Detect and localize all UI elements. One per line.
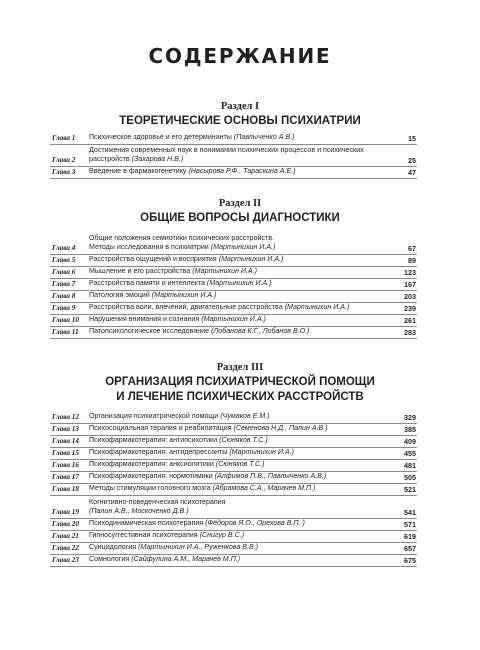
chapter-title-line: Психосоциальная терапия и реабилитация [89, 424, 234, 433]
chapter-author: (Снигур В.С.) [199, 531, 245, 540]
chapter-title-line: Психическое здоровье и его детерминанты [89, 133, 234, 142]
chapter-page-number: 619 [404, 531, 416, 541]
chapter-page-number: 283 [404, 327, 416, 337]
section-number: Раздел I [220, 101, 260, 112]
chapter-label: Глава 9 [52, 304, 76, 312]
chapter-title-line: Нарушения внимания и сознания [89, 315, 202, 324]
chapter-row[interactable] [50, 255, 417, 267]
section-title: ТЕОРЕТИЧЕСКИЕ ОСНОВЫ ПСИХИАТРИИ [119, 115, 361, 127]
chapter-title [89, 412, 389, 421]
chapter-title [89, 146, 389, 165]
chapter-label: Глава 2 [52, 156, 76, 164]
chapter-label: Глава 10 [52, 316, 79, 324]
chapter-page-number: 505 [404, 472, 416, 482]
chapter-label: Глава 17 [52, 473, 79, 481]
chapter-label: Глава 7 [52, 280, 76, 288]
section-header [0, 101, 480, 128]
chapter-author: (Алфимов П.В., Павлыченко А.В.) [214, 472, 327, 481]
chapter-title-line: Сомнология [89, 555, 132, 564]
chapter-title-line: Психофармакотерапия: антидепрессанты [89, 448, 230, 457]
chapter-author: (Захарова Н.В.) [131, 155, 184, 164]
section-header [0, 198, 480, 225]
chapter-author: (Фёдоров Я.О., Орехова В.П. ) [205, 519, 305, 528]
chapter-title [89, 167, 389, 176]
chapter-title [89, 291, 389, 300]
chapter-label: Глава 12 [52, 413, 79, 421]
chapter-author: (Чумаков Е.М.) [220, 412, 270, 421]
chapter-title [89, 303, 389, 312]
section-number: Раздел III [216, 362, 264, 373]
chapter-list [50, 133, 417, 179]
chapter-title-line: Введение в фармакогенетику [89, 167, 189, 176]
chapter-page-number: 675 [404, 555, 416, 565]
chapter-title [89, 315, 389, 324]
chapter-title [89, 519, 389, 528]
chapter-author: (Мартынихин И.А.) [206, 279, 272, 288]
chapter-author: (Сюняков Т.С.) [219, 436, 268, 445]
chapter-author: (Мартынихин И.А.) [229, 448, 295, 457]
chapter-page-number: 571 [404, 519, 416, 529]
section-title: И ЛЕЧЕНИЕ ПСИХИЧЕСКИХ РАССТРОЙСТВ [116, 391, 364, 403]
chapter-label: Глава 3 [52, 168, 76, 176]
chapter-title [89, 484, 389, 493]
chapter-title [89, 543, 389, 552]
chapter-author: (Палин А.В., Москоченко Д.В.) [89, 507, 189, 516]
chapter-title-line: Психодинамическая психотерапия [89, 519, 206, 528]
chapter-author: (Мартынихин И.А.) [218, 255, 284, 264]
chapter-page-number: 385 [404, 424, 416, 434]
chapter-title-line: Патология эмоций [89, 291, 152, 300]
chapter-author: (Мартынихин И.А., Руженкова В.В.) [138, 543, 259, 552]
chapter-title-line: Гипносуггестивная психотерапия [89, 531, 200, 540]
chapter-title-line: Когнитивно-поведенческая психотерапия [89, 497, 226, 506]
chapter-author: (Мартынихин И.А.) [210, 243, 276, 252]
chapter-title-line: Общие положения семиотики психических расстройств. [89, 233, 275, 242]
chapter-author: (Мартынихин И.А.) [284, 303, 350, 312]
chapter-page-number: 167 [404, 279, 416, 289]
chapter-author: (Насырова Р.Ф., Тараскина А.Е.) [188, 167, 296, 176]
chapter-author: (Семенова Н.Д., Палин А.В.) [233, 424, 328, 433]
page-title: СОДЕРЖАНИЕ [148, 44, 332, 68]
chapter-label: Глава 6 [52, 268, 76, 276]
chapter-row[interactable] [50, 496, 417, 519]
chapter-row[interactable] [50, 412, 417, 424]
chapter-label: Глава 13 [52, 425, 79, 433]
chapter-title-line: Патопсихологическое исследование [89, 327, 212, 336]
chapter-title-line: Расстройства памяти и интеллекта [89, 279, 207, 288]
chapter-label: Глава 20 [52, 520, 79, 528]
chapter-author: (Сюняков Т.С.) [215, 460, 265, 469]
chapter-row[interactable] [50, 555, 417, 567]
chapter-label: Глава 4 [52, 244, 76, 252]
chapter-row[interactable] [50, 472, 417, 484]
chapter-author: (Павлыченко А.В.) [233, 133, 295, 142]
chapter-page-number: 261 [404, 315, 416, 325]
section-title: ОБЩИЕ ВОПРОСЫ ДИАГНОСТИКИ [140, 212, 340, 224]
chapter-author: (Мартынихин И.А.) [151, 291, 217, 300]
chapter-list [50, 232, 417, 339]
chapter-label: Глава 15 [52, 449, 79, 457]
chapter-row[interactable] [50, 519, 417, 531]
chapter-author: (Лобанова К.Г., Лобанов В.О.) [211, 327, 310, 336]
chapter-row[interactable] [50, 436, 417, 448]
chapter-row[interactable] [50, 531, 417, 543]
chapter-row[interactable] [50, 267, 417, 279]
chapter-row[interactable] [50, 424, 417, 436]
chapter-page-number: 541 [404, 507, 416, 517]
chapter-author: (Абрамова С.А., Марачев М.П.) [212, 484, 316, 493]
chapter-author: (Мартынихин И.А.) [192, 267, 257, 276]
chapter-page-number: 15 [408, 133, 416, 143]
chapter-page-number: 123 [404, 267, 416, 277]
chapter-title [89, 279, 389, 288]
chapter-label: Глава 8 [52, 292, 76, 300]
chapter-title [89, 448, 389, 457]
chapter-label: Глава 16 [52, 461, 79, 469]
chapter-title-line: Организация психиатрической помощи [89, 412, 221, 421]
chapter-label: Глава 11 [52, 328, 79, 336]
section-header [0, 362, 480, 404]
chapter-title [89, 133, 389, 142]
chapter-row[interactable] [50, 133, 417, 145]
chapter-title-line: Достижения современных наук в понимании психических процессов и психических [89, 145, 364, 154]
chapter-title [89, 531, 389, 540]
chapter-page-number: 521 [404, 484, 416, 494]
chapter-title-line: Расстройства воли, влечений, двигательные расстройства [89, 303, 285, 312]
chapter-title [89, 327, 389, 336]
chapter-page-number: 657 [404, 543, 416, 553]
chapter-row[interactable] [50, 291, 417, 303]
chapter-title-line: Мышление и его расстройства [89, 267, 193, 276]
chapter-page-number: 25 [408, 155, 416, 165]
chapter-page-number: 409 [404, 436, 416, 446]
chapter-row[interactable] [50, 484, 417, 496]
chapter-title-line: Психофармакотерапия: антипсихотики [89, 436, 220, 445]
chapter-page-number: 481 [404, 460, 416, 470]
chapter-row[interactable] [50, 279, 417, 291]
chapter-title-line: расстройств [89, 155, 132, 164]
chapter-page-number: 329 [404, 412, 416, 422]
chapter-row[interactable] [50, 303, 417, 315]
chapter-title [89, 498, 389, 517]
chapter-title-line: Психофармакотерапия: нормотимики [89, 472, 215, 481]
chapter-row[interactable] [50, 145, 417, 167]
chapter-row[interactable] [50, 327, 417, 339]
chapter-page-number: 455 [404, 448, 416, 458]
chapter-page-number: 47 [408, 167, 416, 177]
chapter-label: Глава 14 [52, 437, 79, 445]
section-number: Раздел II [218, 198, 262, 209]
chapter-title-line: Суицидология [89, 543, 139, 552]
chapter-label: Глава 22 [52, 544, 79, 552]
chapter-title [89, 472, 389, 481]
chapter-row[interactable] [50, 448, 417, 460]
chapter-label: Глава 5 [52, 256, 76, 264]
chapter-author: (Сайфулина А.М., Марачев М.П.) [131, 555, 241, 564]
chapter-page-number: 89 [408, 255, 416, 265]
chapter-page-number: 239 [404, 303, 416, 313]
chapter-title [89, 436, 389, 445]
chapter-author: (Мартынихин И.А.) [201, 315, 266, 324]
chapter-row[interactable] [50, 543, 417, 555]
chapter-list [50, 412, 417, 567]
chapter-label: Глава 1 [52, 134, 76, 142]
chapter-title-line: Психофармакотерапия: анксиолитики [89, 460, 216, 469]
chapter-title [89, 267, 389, 276]
chapter-title [89, 234, 389, 253]
chapter-row[interactable] [50, 232, 417, 255]
chapter-row[interactable] [50, 315, 417, 327]
chapter-label: Глава 18 [52, 485, 79, 493]
chapter-title-line: Методы стимуляции головного мозга [89, 484, 213, 493]
chapter-label: Глава 19 [52, 508, 79, 516]
chapter-page-number: 203 [404, 291, 416, 301]
chapter-title [89, 460, 389, 469]
chapter-row[interactable] [50, 167, 417, 179]
chapter-label: Глава 23 [52, 556, 79, 564]
chapter-row[interactable] [50, 460, 417, 472]
chapter-title [89, 555, 389, 564]
section-title: ОРГАНИЗАЦИЯ ПСИХИАТРИЧЕСКОЙ ПОМОЩИ [105, 376, 375, 388]
chapter-page-number: 67 [408, 243, 416, 253]
chapter-title [89, 255, 389, 264]
chapter-title-line: Методы исследования в психиатрии [89, 243, 211, 252]
chapter-label: Глава 21 [52, 532, 79, 540]
chapter-title-line: Расстройства ощущений и восприятия [89, 255, 219, 264]
chapter-title [89, 424, 389, 433]
